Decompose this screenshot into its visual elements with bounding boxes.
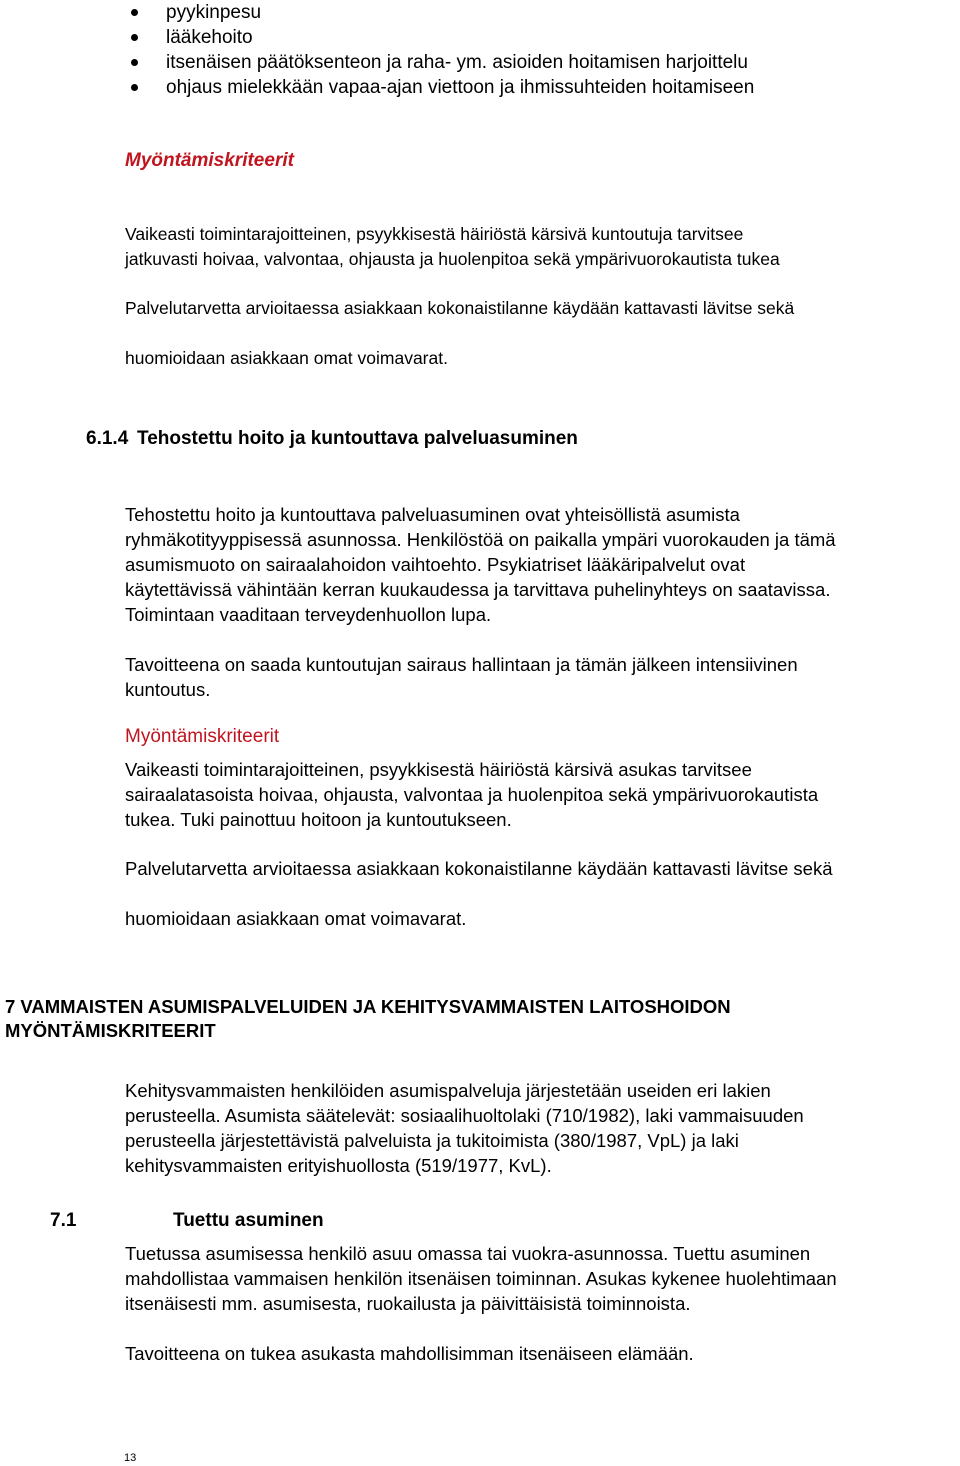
section-title: Tuettu asuminen	[173, 1210, 324, 1231]
assessment-text-line: huomioidaan asiakkaan omat voimavarat.	[125, 908, 467, 929]
criteria-heading: Myöntämiskriteerit	[125, 150, 294, 171]
section-title: Tehostettu hoito ja kuntouttava palveluasuminen	[137, 428, 578, 449]
section-number: 6.1.4	[86, 428, 129, 449]
paragraph-line: kehitysvammaisten erityishuollosta (519/1977, KvL).	[125, 1155, 552, 1176]
assessment-text-line: huomioidaan asiakkaan omat voimavarat.	[125, 348, 448, 368]
paragraph-line: asumismuoto on sairaalahoidon vaihtoehto. Psykiatriset lääkäripalvelut ovat	[125, 554, 746, 575]
paragraph-line: mahdollistaa vammaisen henkilön itsenäisen toiminnan. Asukas kykenee huolehtimaan	[125, 1268, 837, 1289]
paragraph-line: Tehostettu hoito ja kuntouttava palveluasuminen ovat yhteisöllistä asumista	[125, 504, 740, 525]
goal-line: kuntoutus.	[125, 679, 211, 700]
criteria-heading: Myöntämiskriteerit	[125, 726, 280, 747]
criteria-text-line: jatkuvasti hoivaa, valvontaa, ohjausta ja huolenpitoa sekä ympärivuorokautista tukea	[125, 249, 780, 269]
list-item: pyykinpesu	[128, 0, 754, 25]
paragraph-line: perusteella. Asumista säätelevät: sosiaalihuoltolaki (710/1982), laki vammaisuuden	[125, 1105, 804, 1126]
section-number: 7.1	[50, 1210, 77, 1231]
criteria-line: tukea. Tuki painottuu hoitoon ja kuntoutukseen.	[125, 809, 512, 830]
chapter-heading: MYÖNTÄMISKRITEERIT	[5, 1020, 216, 1041]
chapter-heading: 7 VAMMAISTEN ASUMISPALVELUIDEN JA KEHITYSVAMMAISTEN LAITOSHOIDON	[5, 996, 731, 1017]
goal-line: Tavoitteena on tukea asukasta mahdollisimman itsenäiseen elämään.	[125, 1343, 694, 1364]
list-item: itsenäisen päätöksenteon ja raha- ym. asioiden hoitamisen harjoittelu	[128, 50, 754, 75]
paragraph-line: itsenäisesti mm. asumisesta, ruokailusta ja päivittäisistä toiminnoista.	[125, 1293, 691, 1314]
criteria-line: sairaalatasoista hoivaa, ohjausta, valvontaa ja huolenpitoa sekä ympärivuorokautista	[125, 784, 819, 805]
criteria-text-line: Vaikeasti toimintarajoitteinen, psyykkisestä häiriöstä kärsivä kuntoutuja tarvitsee	[125, 224, 744, 244]
paragraph-line: ryhmäkotityyppisessä asunnossa. Henkilöstöä on paikalla ympäri vuorokauden ja tämä	[125, 529, 836, 550]
goal-line: Tavoitteena on saada kuntoutujan sairaus hallintaan ja tämän jälkeen intensiivinen	[125, 654, 798, 675]
bullet-list	[128, 0, 754, 100]
page-number: 13	[124, 1452, 137, 1464]
list-item: lääkehoito	[128, 25, 754, 50]
assessment-text-line: Palvelutarvetta arvioitaessa asiakkaan kokonaistilanne käydään kattavasti lävitse sekä	[125, 858, 833, 879]
paragraph-line: Kehitysvammaisten henkilöiden asumispalveluja järjestetään useiden eri lakien	[125, 1080, 771, 1101]
assessment-text-line: Palvelutarvetta arvioitaessa asiakkaan kokonaistilanne käydään kattavasti lävitse sekä	[125, 298, 795, 318]
paragraph-line: perusteella järjestettävistä palveluista ja tukitoimista (380/1987, VpL) ja laki	[125, 1130, 739, 1151]
criteria-line: Vaikeasti toimintarajoitteinen, psyykkisestä häiriöstä kärsivä asukas tarvitsee	[125, 759, 752, 780]
list-item: ohjaus mielekkään vapaa-ajan viettoon ja ihmissuhteiden hoitamiseen	[128, 75, 754, 100]
paragraph-line: Toimintaan vaaditaan terveydenhuollon lupa.	[125, 604, 492, 625]
paragraph-line: käytettävissä vähintään kerran kuukaudessa ja tarvittava puhelinyhteys on saatavissa.	[125, 579, 831, 600]
paragraph-line: Tuetussa asumisessa henkilö asuu omassa tai vuokra-asunnossa. Tuettu asuminen	[125, 1243, 811, 1264]
